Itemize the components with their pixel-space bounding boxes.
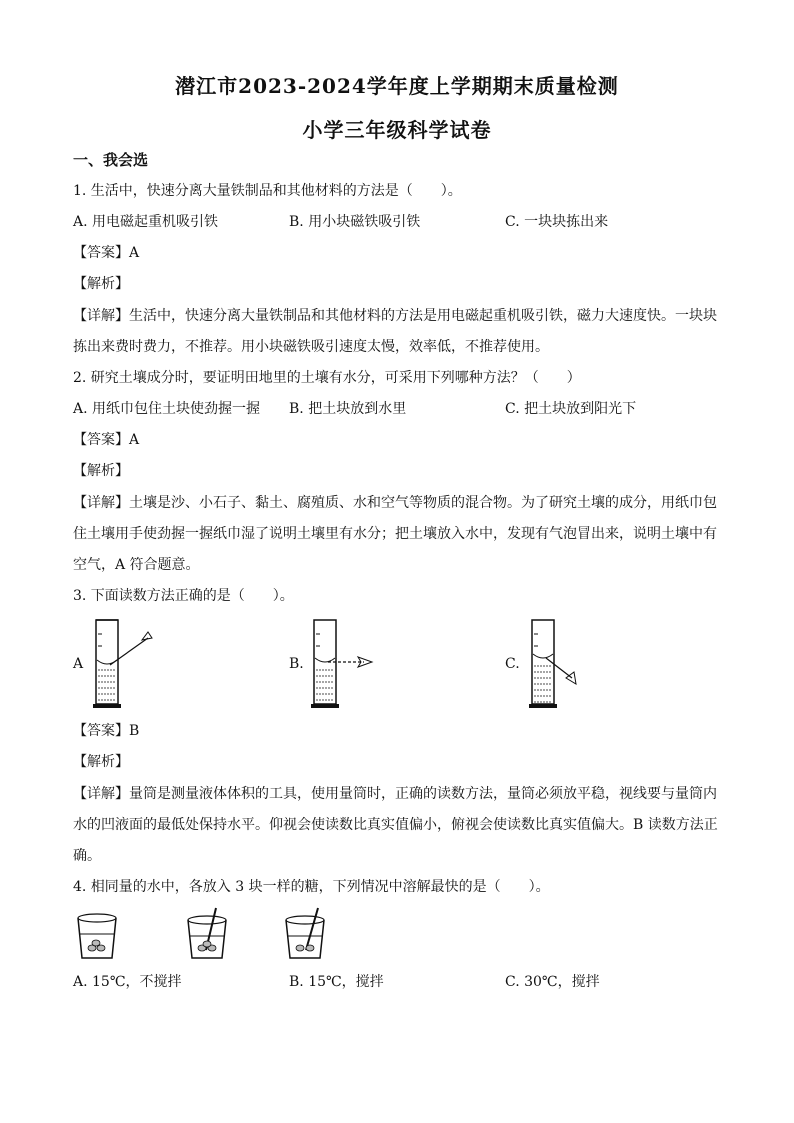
q2-analysis: 【解析】: [73, 463, 129, 479]
cylinder-figure-a: [92, 616, 162, 712]
q1-detail-line1: 【详解】生活中，快速分离大量铁制品和其他材料的方法是用电磁起重机吸引铁，磁力大速度快。一块块: [73, 308, 717, 324]
q2-stem: 2. 研究土壤成分时，要证明田地里的土壤有水分，可采用下列哪种方法？（ ）: [73, 370, 581, 386]
q4-option-b: B. 15℃，搅拌: [289, 974, 384, 990]
q1-answer: 【答案】A: [73, 245, 140, 261]
page-subtitle: 小学三年级科学试卷: [302, 118, 492, 142]
q2-option-c: C. 把土块放到阳光下: [505, 401, 637, 417]
q3-analysis: 【解析】: [73, 754, 129, 770]
q3-stem: 3. 下面读数方法正确的是（ ）。: [73, 588, 294, 604]
q1-detail-line2: 拣出来费时费力，不推荐。用小块磁铁吸引速度太慢，效率低，不推荐使用。: [73, 339, 549, 355]
beaker-figure-a: [74, 910, 120, 962]
q2-option-a: A. 用纸巾包住土块使劲握一握: [73, 401, 261, 417]
q1-analysis: 【解析】: [73, 276, 129, 292]
q2-answer: 【答案】A: [73, 432, 140, 448]
q3-detail-line3: 确。: [73, 848, 101, 864]
q2-detail-line2: 住土壤用手使劲握一握纸巾湿了说明土壤里有水分；把土壤放入水中，发现有气泡冒出来，说明土壤中有: [73, 526, 717, 542]
q2-detail-line3: 空气，A 符合题意。: [73, 557, 200, 573]
q1-option-c: C. 一块块拣出来: [505, 214, 609, 230]
page-title: 潜江市2023-2024学年度上学期期末质量检测: [175, 74, 619, 98]
q2-detail-line1: 【详解】土壤是沙、小石子、黏土、腐殖质、水和空气等物质的混合物。为了研究土壤的成分，用纸巾包: [73, 495, 717, 511]
q4-stem: 4. 相同量的水中，各放入 3 块一样的糖，下列情况中溶解最快的是（ ）。: [73, 879, 550, 895]
q3-option-c-label: C.: [505, 656, 520, 672]
cylinder-figure-c: [528, 616, 598, 712]
beaker-figure-c: [282, 906, 330, 962]
q4-option-c: C. 30℃，搅拌: [505, 974, 600, 990]
q3-detail-line1: 【详解】量筒是测量液体体积的工具，使用量筒时，正确的读数方法，量筒必须放平稳，视线要与量筒内: [73, 786, 717, 802]
q4-option-a: A. 15℃，不搅拌: [73, 974, 182, 990]
cylinder-figure-b: [310, 616, 380, 712]
q3-option-b-label: B.: [289, 656, 304, 672]
beaker-figure-b: [184, 906, 232, 962]
q3-option-a-label: A: [73, 656, 84, 672]
q1-option-a: A. 用电磁起重机吸引铁: [73, 214, 219, 230]
q2-option-b: B. 把土块放到水里: [289, 401, 407, 417]
q1-stem: 1. 生活中，快速分离大量铁制品和其他材料的方法是（ ）。: [73, 183, 462, 199]
q1-option-b: B. 用小块磁铁吸引铁: [289, 214, 421, 230]
section-heading: 一、我会选: [73, 151, 149, 169]
q3-answer: 【答案】B: [73, 723, 140, 739]
q3-detail-line2: 水的凹液面的最低处保持水平。仰视会使读数比真实值偏小，俯视会使读数比真实值偏大。B 读数方法正: [73, 817, 718, 833]
